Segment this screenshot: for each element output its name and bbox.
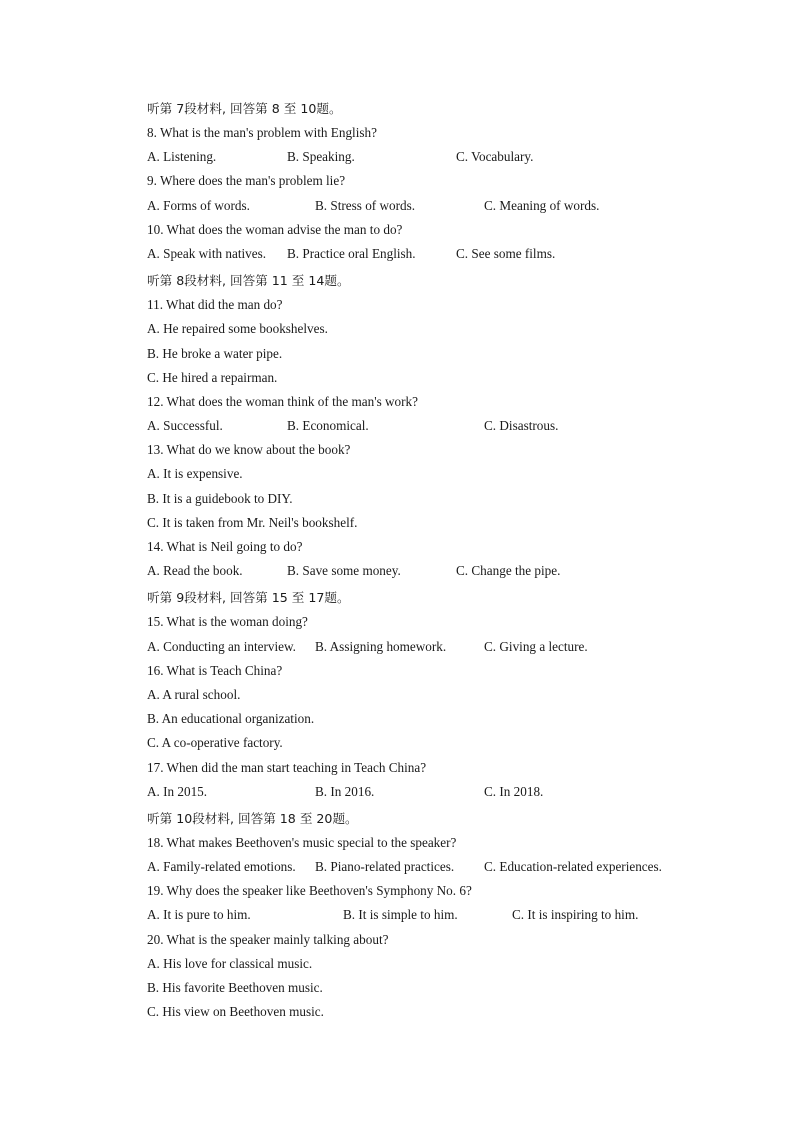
option-row xyxy=(147,780,707,804)
question-text: 12. What does the woman think of the man's work? xyxy=(147,393,418,409)
answer-option: A. It is expensive. xyxy=(147,466,243,482)
answer-option: B. An educational organization. xyxy=(147,711,315,727)
question-text: 13. What do we know about the book? xyxy=(147,442,351,458)
answer-option: C. In 2018. xyxy=(484,783,544,799)
answer-option: A. He repaired some bookshelves. xyxy=(147,321,328,337)
answer-option: C. He hired a repairman. xyxy=(147,369,278,385)
answer-option: B. It is a guidebook to DIY. xyxy=(147,490,293,506)
section-heading: 听第 9段材料, 回答第 15 至 17题。 xyxy=(147,590,350,606)
question-text: 19. Why does the speaker like Beethoven's Symphony No. 6? xyxy=(147,883,472,899)
answer-option: A. Listening. xyxy=(147,149,217,165)
option-row xyxy=(147,194,707,218)
answer-option: A. A rural school. xyxy=(147,686,241,702)
answer-option: B. Piano-related practices. xyxy=(315,859,455,875)
answer-option: C. Meaning of words. xyxy=(484,197,600,213)
answer-option: C. See some films. xyxy=(456,245,556,261)
question-text: 11. What did the man do? xyxy=(147,297,283,313)
question-text: 20. What is the speaker mainly talking about? xyxy=(147,931,389,947)
answer-option: B. Assigning homework. xyxy=(315,638,447,654)
answer-option: A. In 2015. xyxy=(147,783,208,799)
answer-option: C. Education-related experiences. xyxy=(484,859,662,875)
answer-option: B. Speaking. xyxy=(287,149,355,165)
question-text: 9. Where does the man's problem lie? xyxy=(147,173,346,189)
answer-option: B. Stress of words. xyxy=(315,197,416,213)
answer-option: A. Family-related emotions. xyxy=(147,859,296,875)
answer-option: C. It is inspiring to him. xyxy=(512,907,639,923)
option-row xyxy=(147,635,707,659)
answer-option: A. Forms of words. xyxy=(147,197,250,213)
answer-option: B. It is simple to him. xyxy=(343,907,458,923)
question-text: 17. When did the man start teaching in Teach China? xyxy=(147,759,427,775)
question-text: 14. What is Neil going to do? xyxy=(147,539,303,554)
answer-option: C. His view on Beethoven music. xyxy=(147,1004,324,1020)
answer-option: A. Conducting an interview. xyxy=(147,638,296,654)
option-row xyxy=(147,242,707,266)
answer-option: A. Speak with natives. xyxy=(147,245,267,261)
answer-option: A. Successful. xyxy=(147,418,223,434)
answer-option: B. Save some money. xyxy=(287,563,401,579)
answer-option: B. His favorite Beethoven music. xyxy=(147,980,323,995)
answer-option: B. Economical. xyxy=(287,418,369,434)
option-row xyxy=(147,414,707,438)
answer-option: C. Vocabulary. xyxy=(456,149,534,165)
answer-option: B. Practice oral English. xyxy=(287,245,416,261)
answer-option: C. A co-operative factory. xyxy=(147,735,283,751)
answer-option: A. His love for classical music. xyxy=(147,955,313,971)
answer-option: A. It is pure to him. xyxy=(147,907,251,923)
answer-option: C. It is taken from Mr. Neil's bookshelf. xyxy=(147,514,358,530)
question-text: 18. What makes Beethoven's music special to the speaker? xyxy=(147,834,457,850)
question-text: 10. What does the woman advise the man to do? xyxy=(147,221,403,237)
answer-option: B. He broke a water pipe. xyxy=(147,345,283,361)
question-text: 16. What is Teach China? xyxy=(147,662,283,678)
answer-option: C. Change the pipe. xyxy=(456,563,561,579)
answer-option: C. Disastrous. xyxy=(484,418,559,434)
listening-section xyxy=(147,94,707,1024)
option-row xyxy=(147,855,707,879)
section-heading: 听第 8段材料, 回答第 11 至 14题。 xyxy=(147,273,350,289)
answer-option: B. In 2016. xyxy=(315,783,375,799)
question-text: 8. What is the man's problem with English? xyxy=(147,125,377,140)
option-row xyxy=(147,559,707,583)
option-row xyxy=(147,145,707,169)
section-heading: 听第 10段材料, 回答第 18 至 20题。 xyxy=(147,810,358,826)
answer-option: A. Read the book. xyxy=(147,563,243,579)
answer-option: C. Giving a lecture. xyxy=(484,638,588,654)
option-row xyxy=(147,903,707,927)
question-text: 15. What is the woman doing? xyxy=(147,614,308,630)
section-heading: 听第 7段材料, 回答第 8 至 10题。 xyxy=(147,101,342,116)
